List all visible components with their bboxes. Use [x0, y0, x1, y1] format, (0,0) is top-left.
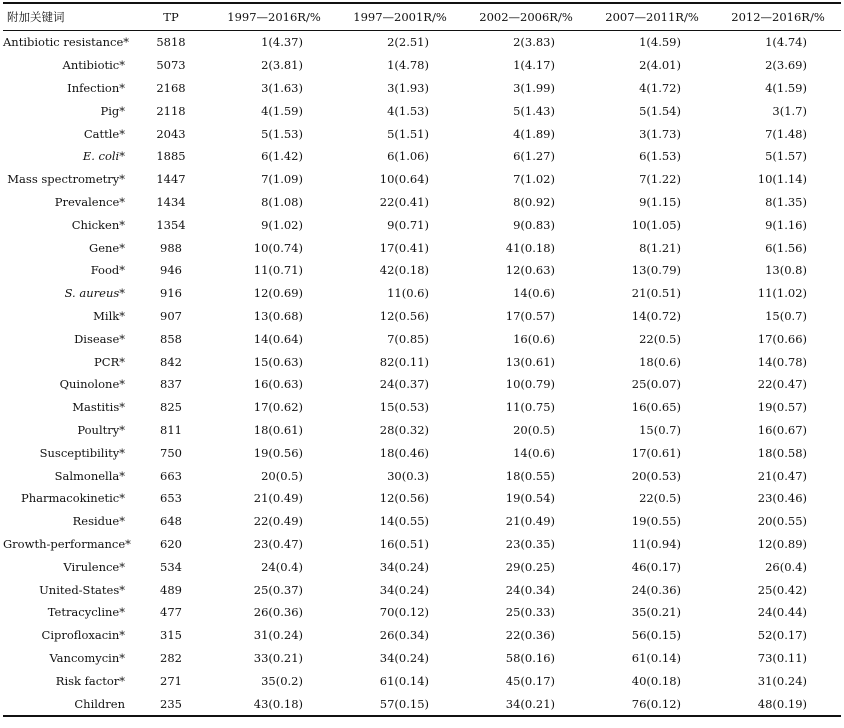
rank-2012-2016-cell: 17(0.66) [757, 331, 807, 346]
keyword-cell: Pharmacokinetic* [21, 491, 125, 506]
rank-2002-2006-cell: 58(0.16) [505, 650, 555, 665]
keyword-cell: Antibiotic* [62, 58, 125, 73]
rank-2012-2016-cell: 4(1.59) [765, 80, 807, 95]
rank-2012-2016-cell: 8(1.35) [765, 194, 807, 209]
rank-2002-2006-cell: 45(0.17) [505, 673, 555, 688]
tp-cell: 663 [160, 468, 182, 483]
keyword-cell: Tetracycline* [47, 605, 125, 620]
tp-cell: 1447 [156, 172, 186, 187]
rank-2012-2016-cell: 52(0.17) [757, 628, 807, 643]
rank-2012-2016-cell: 20(0.55) [757, 514, 807, 529]
rank-1997-2016-cell: 10(0.74) [253, 240, 303, 255]
rank-2002-2006-cell: 41(0.18) [505, 240, 555, 255]
tp-cell: 653 [160, 491, 182, 506]
table-row [3, 624, 841, 647]
rank-2012-2016-cell: 26(0.4) [765, 559, 807, 574]
rank-1997-2001-cell: 14(0.55) [379, 514, 429, 529]
rank-2007-2011-cell: 35(0.21) [631, 605, 681, 620]
rank-2002-2006-cell: 22(0.36) [505, 628, 555, 643]
header-tp: TP [131, 3, 211, 31]
keyword-cell: Cattle* [83, 126, 125, 141]
table-row [3, 122, 841, 145]
keyword-cell: Mass spectrometry* [7, 172, 125, 187]
rank-2002-2006-cell: 8(0.92) [513, 194, 555, 209]
table-row [3, 487, 841, 510]
rank-2012-2016-cell: 9(1.16) [765, 217, 807, 232]
keyword-ranking-table [3, 2, 841, 717]
rank-2002-2006-cell: 3(1.99) [513, 80, 555, 95]
rank-2002-2006-cell: 34(0.21) [463, 692, 589, 716]
tp-cell: 837 [160, 377, 182, 392]
rank-1997-2001-cell: 61(0.14) [379, 673, 429, 688]
keyword-cell: Milk* [93, 308, 125, 323]
rank-2012-2016-cell: 31(0.24) [757, 673, 807, 688]
rank-1997-2016-cell: 1(4.37) [261, 35, 303, 50]
rank-2007-2011-cell: 1(4.59) [639, 35, 681, 50]
rank-2012-2016-cell: 13(0.8) [765, 263, 807, 278]
rank-2007-2011-cell: 8(1.21) [639, 240, 681, 255]
rank-1997-2016-cell: 20(0.5) [261, 468, 303, 483]
rank-1997-2001-cell: 11(0.6) [387, 286, 429, 301]
rank-2007-2011-cell: 9(1.15) [639, 194, 681, 209]
rank-2007-2011-cell: 13(0.79) [631, 263, 681, 278]
tp-cell: 1434 [156, 194, 186, 209]
keyword-cell: Chicken* [71, 217, 125, 232]
rank-2002-2006-cell: 20(0.5) [513, 422, 555, 437]
rank-1997-2001-cell: 70(0.12) [379, 605, 429, 620]
keyword-cell: Risk factor* [55, 673, 125, 688]
table-row [3, 236, 841, 259]
rank-1997-2001-cell: 15(0.53) [379, 400, 429, 415]
keyword-cell: Children [3, 692, 131, 716]
header-period-2002-2006: 2002—2006R/% [463, 3, 589, 31]
rank-1997-2001-cell: 34(0.24) [379, 582, 429, 597]
keyword-cell: Gene* [89, 240, 125, 255]
table-row [3, 510, 841, 533]
rank-2002-2006-cell: 2(3.83) [513, 35, 555, 50]
keyword-table-container [3, 0, 841, 717]
table-row [3, 282, 841, 305]
rank-2012-2016-cell: 3(1.7) [772, 103, 807, 118]
keyword-cell: Antibiotic resistance* [3, 35, 130, 50]
header-period-2012-2016: 2012—2016R/% [715, 3, 841, 31]
rank-2002-2006-cell: 18(0.55) [505, 468, 555, 483]
table-row [3, 419, 841, 442]
tp-cell: 842 [160, 354, 182, 369]
rank-2012-2016-cell: 1(4.74) [765, 35, 807, 50]
table-row [3, 555, 841, 578]
rank-2007-2011-cell: 19(0.55) [631, 514, 681, 529]
table-row [3, 669, 841, 692]
header-period-1997-2016: 1997—2016R/% [211, 3, 337, 31]
rank-1997-2001-cell: 24(0.37) [379, 377, 429, 392]
rank-1997-2001-cell: 9(0.71) [387, 217, 429, 232]
rank-2007-2011-cell: 16(0.65) [631, 400, 681, 415]
tp-cell: 477 [160, 605, 182, 620]
rank-2007-2011-cell: 25(0.07) [631, 377, 681, 392]
rank-2007-2011-cell: 7(1.22) [639, 172, 681, 187]
rank-1997-2016-cell: 13(0.68) [253, 308, 303, 323]
rank-1997-2001-cell: 6(1.06) [387, 149, 429, 164]
rank-2012-2016-cell: 25(0.42) [757, 582, 807, 597]
tp-cell: 489 [160, 582, 182, 597]
table-row [3, 350, 841, 373]
tp-cell: 2118 [156, 103, 186, 118]
tp-cell: 5073 [156, 58, 186, 73]
rank-2002-2006-cell: 1(4.17) [513, 58, 555, 73]
rank-2002-2006-cell: 6(1.27) [513, 149, 555, 164]
rank-2012-2016-cell: 22(0.47) [757, 377, 807, 392]
rank-2007-2011-cell: 14(0.72) [631, 308, 681, 323]
header-period-2007-2011: 2007—2011R/% [589, 3, 715, 31]
table-row [3, 647, 841, 670]
rank-2002-2006-cell: 17(0.57) [505, 308, 555, 323]
rank-2007-2011-cell: 18(0.6) [639, 354, 681, 369]
table-row [3, 305, 841, 328]
keyword-cell: Mastitis* [72, 400, 125, 415]
tp-cell: 620 [160, 536, 182, 551]
table-row [3, 373, 841, 396]
tp-cell: 5818 [156, 35, 186, 50]
table-row [3, 601, 841, 624]
rank-1997-2001-cell: 4(1.53) [387, 103, 429, 118]
keyword-cell: E. coli* [82, 149, 125, 164]
rank-2012-2016-cell: 12(0.89) [757, 536, 807, 551]
keyword-cell: Poultry* [77, 422, 125, 437]
rank-1997-2016-cell: 12(0.69) [253, 286, 303, 301]
header-period-1997-2001: 1997—2001R/% [337, 3, 463, 31]
rank-1997-2001-cell: 82(0.11) [379, 354, 429, 369]
rank-1997-2016-cell: 22(0.49) [253, 514, 303, 529]
rank-1997-2016-cell: 2(3.81) [261, 58, 303, 73]
rank-1997-2016-cell: 16(0.63) [253, 377, 303, 392]
rank-2012-2016-cell: 7(1.48) [765, 126, 807, 141]
rank-1997-2016-cell: 7(1.09) [261, 172, 303, 187]
keyword-cell: Ciprofloxacin* [41, 628, 125, 643]
rank-1997-2001-cell: 18(0.46) [379, 445, 429, 460]
rank-1997-2016-cell: 8(1.08) [261, 194, 303, 209]
rank-2002-2006-cell: 13(0.61) [505, 354, 555, 369]
rank-1997-2016-cell: 6(1.42) [261, 149, 303, 164]
tp-cell: 916 [160, 286, 182, 301]
keyword-cell: Quinolone* [59, 377, 125, 392]
rank-2002-2006-cell: 19(0.54) [505, 491, 555, 506]
table-row [3, 168, 841, 191]
keyword-cell: Prevalence* [54, 194, 125, 209]
rank-2012-2016-cell: 6(1.56) [765, 240, 807, 255]
rank-2007-2011-cell: 46(0.17) [631, 559, 681, 574]
rank-1997-2016-cell: 35(0.2) [261, 673, 303, 688]
rank-2002-2006-cell: 21(0.49) [505, 514, 555, 529]
rank-1997-2016-cell: 3(1.63) [261, 80, 303, 95]
rank-1997-2016-cell: 9(1.02) [261, 217, 303, 232]
tp-cell: 946 [160, 263, 182, 278]
rank-2007-2011-cell: 11(0.94) [631, 536, 681, 551]
rank-1997-2016-cell: 25(0.37) [253, 582, 303, 597]
keyword-cell: Infection* [67, 80, 125, 95]
tp-cell: 534 [160, 559, 182, 574]
table-row [3, 77, 841, 100]
rank-2012-2016-cell: 48(0.19) [715, 692, 841, 716]
rank-2002-2006-cell: 4(1.89) [513, 126, 555, 141]
tp-cell: 648 [160, 514, 182, 529]
tp-cell: 2043 [156, 126, 186, 141]
table-row [3, 31, 841, 54]
rank-2002-2006-cell: 14(0.6) [513, 445, 555, 460]
keyword-cell: United-States* [39, 582, 125, 597]
tp-cell: 825 [160, 400, 182, 415]
rank-2012-2016-cell: 10(1.14) [757, 172, 807, 187]
rank-1997-2001-cell: 57(0.15) [337, 692, 463, 716]
keyword-cell: Virulence* [63, 559, 125, 574]
rank-1997-2016-cell: 14(0.64) [253, 331, 303, 346]
table-row [3, 213, 841, 236]
rank-2002-2006-cell: 11(0.75) [505, 400, 555, 415]
keyword-cell: Pig* [100, 103, 125, 118]
tp-cell: 858 [160, 331, 182, 346]
rank-1997-2016-cell: 19(0.56) [253, 445, 303, 460]
tp-cell: 1354 [156, 217, 186, 232]
keyword-cell: Food* [90, 263, 125, 278]
table-header-row [3, 3, 841, 31]
rank-1997-2001-cell: 28(0.32) [379, 422, 429, 437]
rank-2002-2006-cell: 14(0.6) [513, 286, 555, 301]
rank-2002-2006-cell: 25(0.33) [505, 605, 555, 620]
rank-2007-2011-cell: 76(0.12) [589, 692, 715, 716]
rank-1997-2001-cell: 7(0.85) [387, 331, 429, 346]
tp-cell: 907 [160, 308, 182, 323]
rank-2002-2006-cell: 29(0.25) [505, 559, 555, 574]
rank-1997-2001-cell: 22(0.41) [379, 194, 429, 209]
keyword-cell: Residue* [72, 514, 125, 529]
rank-1997-2001-cell: 17(0.41) [379, 240, 429, 255]
rank-1997-2001-cell: 34(0.24) [379, 650, 429, 665]
keyword-cell: Susceptibility* [39, 445, 125, 460]
table-row [3, 533, 841, 556]
rank-2012-2016-cell: 21(0.47) [757, 468, 807, 483]
rank-1997-2016-cell: 23(0.47) [253, 536, 303, 551]
rank-1997-2016-cell: 26(0.36) [253, 605, 303, 620]
rank-2007-2011-cell: 10(1.05) [631, 217, 681, 232]
tp-cell: 811 [160, 422, 182, 437]
rank-1997-2016-cell: 15(0.63) [253, 354, 303, 369]
rank-2012-2016-cell: 11(1.02) [757, 286, 807, 301]
rank-2012-2016-cell: 2(3.69) [765, 58, 807, 73]
tp-cell: 988 [160, 240, 182, 255]
rank-2007-2011-cell: 3(1.73) [639, 126, 681, 141]
keyword-cell: Salmonella* [54, 468, 125, 483]
rank-2007-2011-cell: 4(1.72) [639, 80, 681, 95]
rank-1997-2001-cell: 2(2.51) [387, 35, 429, 50]
rank-2007-2011-cell: 17(0.61) [631, 445, 681, 460]
rank-1997-2001-cell: 26(0.34) [379, 628, 429, 643]
rank-2002-2006-cell: 7(1.02) [513, 172, 555, 187]
table-row [3, 54, 841, 77]
rank-1997-2016-cell: 43(0.18) [211, 692, 337, 716]
rank-2007-2011-cell: 21(0.51) [631, 286, 681, 301]
rank-2012-2016-cell: 18(0.58) [757, 445, 807, 460]
rank-1997-2001-cell: 1(4.78) [387, 58, 429, 73]
table-row [3, 441, 841, 464]
tp-cell: 2168 [156, 80, 186, 95]
table-row [3, 396, 841, 419]
rank-2002-2006-cell: 10(0.79) [505, 377, 555, 392]
rank-2012-2016-cell: 16(0.67) [757, 422, 807, 437]
table-row [3, 191, 841, 214]
tp-cell: 315 [160, 628, 182, 643]
tp-cell: 1885 [156, 149, 186, 164]
table-row [3, 99, 841, 122]
table-row [3, 327, 841, 350]
rank-2007-2011-cell: 2(4.01) [639, 58, 681, 73]
rank-1997-2016-cell: 5(1.53) [261, 126, 303, 141]
rank-1997-2001-cell: 30(0.3) [387, 468, 429, 483]
header-keyword: 附加关键词 [3, 3, 131, 31]
rank-1997-2016-cell: 18(0.61) [253, 422, 303, 437]
rank-2002-2006-cell: 5(1.43) [513, 103, 555, 118]
rank-2002-2006-cell: 24(0.34) [505, 582, 555, 597]
rank-2012-2016-cell: 73(0.11) [757, 650, 807, 665]
rank-2007-2011-cell: 22(0.5) [639, 491, 681, 506]
table-body [3, 31, 841, 716]
rank-2007-2011-cell: 20(0.53) [631, 468, 681, 483]
rank-2012-2016-cell: 5(1.57) [765, 149, 807, 164]
table-row [3, 692, 841, 716]
table-row [3, 259, 841, 282]
rank-2007-2011-cell: 15(0.7) [639, 422, 681, 437]
rank-1997-2001-cell: 10(0.64) [379, 172, 429, 187]
rank-1997-2001-cell: 5(1.51) [387, 126, 429, 141]
rank-2012-2016-cell: 14(0.78) [757, 354, 807, 369]
rank-1997-2016-cell: 21(0.49) [253, 491, 303, 506]
rank-1997-2016-cell: 11(0.71) [253, 263, 303, 278]
rank-2002-2006-cell: 9(0.83) [513, 217, 555, 232]
rank-1997-2016-cell: 17(0.62) [253, 400, 303, 415]
rank-1997-2016-cell: 31(0.24) [253, 628, 303, 643]
rank-1997-2001-cell: 34(0.24) [379, 559, 429, 574]
rank-1997-2001-cell: 42(0.18) [379, 263, 429, 278]
rank-1997-2016-cell: 4(1.59) [261, 103, 303, 118]
rank-2012-2016-cell: 24(0.44) [757, 605, 807, 620]
keyword-cell: S. aureus* [64, 286, 125, 301]
rank-1997-2001-cell: 12(0.56) [379, 491, 429, 506]
rank-2007-2011-cell: 22(0.5) [639, 331, 681, 346]
tp-cell: 271 [160, 673, 182, 688]
rank-1997-2001-cell: 3(1.93) [387, 80, 429, 95]
table-row [3, 578, 841, 601]
tp-cell: 282 [160, 650, 182, 665]
table-row [3, 464, 841, 487]
keyword-cell: PCR* [94, 354, 125, 369]
rank-2007-2011-cell: 24(0.36) [631, 582, 681, 597]
rank-1997-2016-cell: 33(0.21) [253, 650, 303, 665]
rank-2007-2011-cell: 56(0.15) [631, 628, 681, 643]
rank-2012-2016-cell: 15(0.7) [765, 308, 807, 323]
rank-2002-2006-cell: 23(0.35) [505, 536, 555, 551]
tp-cell: 235 [131, 692, 211, 716]
rank-1997-2001-cell: 12(0.56) [379, 308, 429, 323]
rank-2002-2006-cell: 16(0.6) [513, 331, 555, 346]
rank-2007-2011-cell: 40(0.18) [631, 673, 681, 688]
keyword-cell: Vancomycin* [49, 650, 125, 665]
keyword-cell: Disease* [74, 331, 125, 346]
rank-2007-2011-cell: 61(0.14) [631, 650, 681, 665]
table-row [3, 145, 841, 168]
rank-2012-2016-cell: 19(0.57) [757, 400, 807, 415]
tp-cell: 750 [160, 445, 182, 460]
keyword-cell: Growth-performance* [3, 536, 131, 551]
rank-1997-2001-cell: 16(0.51) [379, 536, 429, 551]
rank-1997-2016-cell: 24(0.4) [261, 559, 303, 574]
rank-2007-2011-cell: 6(1.53) [639, 149, 681, 164]
rank-2007-2011-cell: 5(1.54) [639, 103, 681, 118]
rank-2002-2006-cell: 12(0.63) [505, 263, 555, 278]
rank-2012-2016-cell: 23(0.46) [757, 491, 807, 506]
